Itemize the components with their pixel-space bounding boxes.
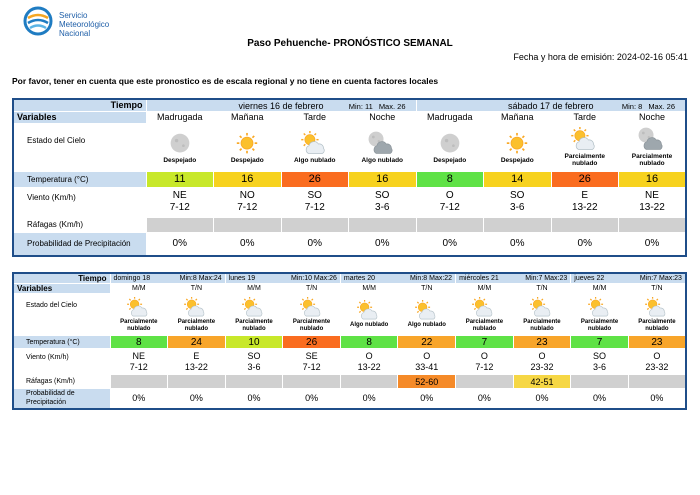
sky-cell xyxy=(628,294,686,336)
precip-probability: 0% xyxy=(477,393,491,404)
temperature-value: 8 xyxy=(366,336,372,348)
prob-label: Probabilidad de Precipitación xyxy=(27,238,131,248)
temp-cell xyxy=(416,171,484,187)
temperature-value: 8 xyxy=(136,336,142,348)
day-name: viernes 16 de febrero xyxy=(238,101,324,111)
sky-cell xyxy=(146,123,214,171)
prob-cell xyxy=(283,389,341,409)
precip-probability: 0% xyxy=(362,393,376,404)
wind-direction: O xyxy=(538,350,546,361)
temp-cell xyxy=(456,336,514,349)
gust-cell xyxy=(146,217,214,232)
wind-speed: 3-6 xyxy=(247,361,261,372)
wind-direction: SO xyxy=(510,190,525,201)
wind-direction: E xyxy=(581,190,589,201)
prob-cell xyxy=(571,389,629,409)
day-header xyxy=(146,99,416,111)
period-cell xyxy=(513,284,571,294)
prob-cell xyxy=(398,389,456,409)
gust-cell xyxy=(398,375,456,389)
sky-condition: Algo nublado xyxy=(407,322,446,328)
wind-cell xyxy=(168,349,226,375)
sun-cloud-icon xyxy=(568,127,602,153)
prob-cell xyxy=(416,232,484,256)
wind-cell xyxy=(551,187,619,217)
wind-cell xyxy=(146,187,214,217)
period-cell xyxy=(214,111,282,123)
gust-cell xyxy=(456,375,514,389)
wind-speed: 7-12 xyxy=(237,202,258,213)
logo-text xyxy=(59,11,109,38)
period-label: Mañana xyxy=(500,112,534,122)
sky-condition: Parcialmente nublado xyxy=(292,318,331,332)
sun-icon xyxy=(230,131,264,157)
tiempo-cell xyxy=(13,99,146,111)
wind-speed: 13-22 xyxy=(639,202,665,213)
precip-probability: 0% xyxy=(577,238,592,250)
period-label: Noche xyxy=(638,112,665,122)
logo-line1: Servicio xyxy=(59,11,88,20)
period-label: Noche xyxy=(369,112,396,122)
temperature-value: 16 xyxy=(645,173,659,185)
period-cell xyxy=(349,111,417,123)
gust-cell xyxy=(168,375,226,389)
gust-cell xyxy=(225,375,283,389)
temperature-value: 23 xyxy=(651,336,663,348)
day-name: jueves 22 xyxy=(574,275,605,282)
wind-cell xyxy=(628,349,686,375)
period-label: M/M xyxy=(131,285,146,292)
temp-cell xyxy=(349,171,417,187)
prob-cell xyxy=(214,232,282,256)
prob-cell xyxy=(225,389,283,409)
day-minmax: Min:7 Max:23 xyxy=(639,275,682,282)
precip-probability: 0% xyxy=(132,393,146,404)
period-label: T/N xyxy=(421,285,433,292)
gust-cell xyxy=(484,217,552,232)
day-min: Min: 8 xyxy=(621,102,643,111)
wind-speed: 3-6 xyxy=(593,361,607,372)
sun-cloud-icon xyxy=(181,297,211,319)
precip-probability: 0% xyxy=(442,238,457,250)
wind-cell xyxy=(349,187,417,217)
variables-label: Variables xyxy=(17,284,53,293)
gust-label: Ráfagas (Km/h) xyxy=(27,220,84,229)
prob-cell xyxy=(146,232,214,256)
period-cell xyxy=(281,111,349,123)
gust-row-label xyxy=(13,217,146,232)
period-label: Tarde xyxy=(573,112,596,122)
sky-condition: Despejado xyxy=(433,156,467,164)
prob-cell xyxy=(551,232,619,256)
wind-direction: SO xyxy=(593,350,607,361)
tiempo-cell xyxy=(13,273,110,284)
sky-condition: Parcialmente nublado xyxy=(235,318,273,332)
tiempo-label: Tiempo xyxy=(110,100,143,111)
forecast-table-extended xyxy=(12,272,687,410)
gust-cell xyxy=(619,217,687,232)
precip-probability: 0% xyxy=(420,393,434,404)
sky-condition: Despejado xyxy=(230,156,264,164)
precip-probability: 0% xyxy=(189,393,203,404)
wind-cell xyxy=(281,187,349,217)
wind-speed: 7-12 xyxy=(475,361,494,372)
wind-direction: NE xyxy=(172,190,187,201)
day-min: Min: 11 xyxy=(348,102,373,111)
precip-probability: 0% xyxy=(375,238,390,250)
temperature-value: 16 xyxy=(376,173,389,185)
sky-cell xyxy=(225,294,283,336)
page-title: Paso Pehuenche- PRONÓSTICO SEMANAL xyxy=(247,38,453,49)
wind-row-label xyxy=(13,187,146,217)
wind-direction: E xyxy=(193,350,200,361)
period-cell xyxy=(551,111,619,123)
precip-probability: 0% xyxy=(650,393,664,404)
temperature-value: 7 xyxy=(596,336,603,348)
precip-probability: 0% xyxy=(510,238,525,250)
wind-cell xyxy=(340,349,398,375)
sky-cell xyxy=(398,294,456,336)
moon-cloud-icon xyxy=(635,127,669,153)
temperature-value: 26 xyxy=(578,173,591,185)
tiempo-label: Tiempo xyxy=(78,274,107,283)
wind-label: Viento (Km/h) xyxy=(26,354,69,361)
wind-direction: O xyxy=(423,350,431,361)
variables-label: Variables xyxy=(17,112,57,122)
temp-label: Temperatura (°C) xyxy=(26,338,80,346)
moon-cloud-icon xyxy=(365,131,399,157)
wind-cell xyxy=(484,187,552,217)
period-cell xyxy=(571,284,629,294)
prob-label: Probabilidad de Precipitación xyxy=(26,390,75,407)
sky-condition: Parcialmente nublado xyxy=(465,318,504,332)
wind-speed: 23-32 xyxy=(645,361,669,372)
period-cell xyxy=(283,284,341,294)
day-name: miércoles 21 xyxy=(459,275,499,282)
gust-cell xyxy=(513,375,571,389)
sun-cloud-icon xyxy=(412,300,442,322)
precip-probability: 0% xyxy=(172,238,187,250)
wind-speed: 7-12 xyxy=(304,202,325,213)
period-label: T/N xyxy=(536,285,548,292)
temp-cell xyxy=(619,171,687,187)
temperature-value: 14 xyxy=(511,173,524,185)
sky-condition: Despejado xyxy=(500,156,534,164)
logo-line2: Meteorológico xyxy=(59,20,110,29)
temp-cell xyxy=(281,171,349,187)
wind-speed: 7-12 xyxy=(129,361,148,372)
sun-cloud-icon xyxy=(585,297,615,319)
wind-speed: 33-41 xyxy=(415,361,439,372)
sky-cell xyxy=(619,123,687,171)
wind-cell xyxy=(283,349,341,375)
prob-cell xyxy=(349,232,417,256)
sky-cell xyxy=(281,123,349,171)
sky-cell xyxy=(110,294,168,336)
gust-cell xyxy=(283,375,341,389)
moon-icon xyxy=(433,131,467,157)
temperature-value: 22 xyxy=(421,336,433,348)
gust-cell xyxy=(551,217,619,232)
estado-label: Estado del Cielo xyxy=(26,302,77,309)
gust-cell xyxy=(628,375,686,389)
sky-cell xyxy=(283,294,341,336)
sky-condition: Parcialmente nublado xyxy=(177,318,216,332)
period-cell xyxy=(628,284,686,294)
sky-condition: Parcialmente nublado xyxy=(638,318,676,332)
sky-condition: Algo nublado xyxy=(350,322,389,328)
gust-value: 52-60 xyxy=(415,376,439,387)
wind-speed: 7-12 xyxy=(169,202,190,213)
temp-cell xyxy=(398,336,456,349)
period-cell xyxy=(398,284,456,294)
temperature-value: 7 xyxy=(481,336,488,348)
wind-cell xyxy=(416,187,484,217)
estado-row-label xyxy=(13,123,146,171)
sky-cell xyxy=(456,294,514,336)
prob-cell xyxy=(110,389,168,409)
period-label: M/M xyxy=(362,285,376,292)
period-cell xyxy=(416,111,484,123)
sky-cell xyxy=(484,123,552,171)
day-header xyxy=(225,273,340,284)
sky-condition: Despejado xyxy=(163,156,197,164)
wind-cell xyxy=(110,349,168,375)
temperature-value: 23 xyxy=(536,336,548,348)
wind-cell xyxy=(456,349,514,375)
day-name: sábado 17 de febrero xyxy=(507,101,594,111)
wind-direction: NE xyxy=(645,190,659,201)
period-cell xyxy=(225,284,283,294)
wind-cell xyxy=(619,187,687,217)
temperature-value: 16 xyxy=(241,173,254,185)
day-minmax: Min:8 Max:24 xyxy=(179,275,222,282)
moon-icon xyxy=(163,131,197,157)
period-cell xyxy=(146,111,214,123)
sky-cell xyxy=(214,123,282,171)
wind-direction: SE xyxy=(305,350,318,361)
temp-label: Temperatura (°C) xyxy=(27,174,89,184)
period-label: Madrugada xyxy=(156,112,203,122)
sun-cloud-icon xyxy=(527,297,557,319)
sky-condition: Parcialmente nublado xyxy=(120,318,158,332)
precip-probability: 0% xyxy=(593,393,607,404)
period-label: T/N xyxy=(305,285,318,292)
prob-cell xyxy=(281,232,349,256)
temperature-value: 10 xyxy=(248,336,260,348)
variables-cell xyxy=(13,284,110,294)
prob-row-label xyxy=(13,232,146,256)
sun-cloud-icon xyxy=(354,300,384,322)
temp-cell xyxy=(340,336,398,349)
smn-logo xyxy=(22,6,182,40)
precip-probability: 0% xyxy=(240,238,255,250)
prob-cell xyxy=(628,389,686,409)
variables-cell xyxy=(13,111,146,123)
precip-probability: 0% xyxy=(247,393,261,404)
day-header xyxy=(340,273,455,284)
temperature-value: 26 xyxy=(306,336,318,348)
temp-cell xyxy=(283,336,341,349)
sky-condition: Parcialmente nublado xyxy=(580,318,619,332)
temp-row-label xyxy=(13,336,110,349)
wind-direction: SO xyxy=(307,190,322,201)
wind-cell xyxy=(513,349,571,375)
wind-direction: SO xyxy=(375,190,390,201)
sun-cloud-icon xyxy=(642,297,672,319)
gust-cell xyxy=(416,217,484,232)
temp-cell xyxy=(513,336,571,349)
wind-cell xyxy=(214,187,282,217)
period-label: M/M xyxy=(477,285,492,292)
wind-direction: O xyxy=(365,350,373,361)
period-cell xyxy=(168,284,226,294)
sky-condition: Algo nublado xyxy=(293,156,336,164)
gust-cell xyxy=(281,217,349,232)
sky-cell xyxy=(416,123,484,171)
gust-value: 42-51 xyxy=(530,376,554,387)
period-label: Tarde xyxy=(303,112,326,122)
smn-logo-icon xyxy=(22,6,54,36)
sun-cloud-icon xyxy=(124,297,154,319)
day-minmax: Min:10 Max:26 xyxy=(290,275,337,282)
period-label: T/N xyxy=(190,285,203,292)
wind-speed: 13-22 xyxy=(357,361,381,372)
precip-probability: 0% xyxy=(305,393,319,404)
logo-line3: Nacional xyxy=(59,29,91,38)
wind-label: Viento (Km/h) xyxy=(27,192,76,202)
day-max: Max. 26 xyxy=(378,102,406,111)
day-max: Max. 26 xyxy=(648,102,675,111)
period-cell xyxy=(110,284,168,294)
period-label: M/M xyxy=(247,285,261,292)
temp-row-label xyxy=(13,171,146,187)
period-label: Madrugada xyxy=(426,112,473,122)
gust-row-label xyxy=(13,375,110,389)
gust-cell xyxy=(349,217,417,232)
sky-condition: Algo nublado xyxy=(361,156,404,164)
precip-probability: 0% xyxy=(644,238,660,250)
day-name: martes 20 xyxy=(343,275,376,282)
wind-speed: 3-6 xyxy=(375,202,390,213)
sky-cell xyxy=(551,123,619,171)
wind-speed: 3-6 xyxy=(510,202,525,213)
sun-cloud-icon xyxy=(239,297,269,319)
wind-cell xyxy=(398,349,456,375)
period-cell xyxy=(484,111,552,123)
day-header xyxy=(456,273,571,284)
sky-cell xyxy=(168,294,226,336)
gust-cell xyxy=(571,375,629,389)
temperature-value: 24 xyxy=(190,336,202,348)
sun-cloud-icon xyxy=(298,131,332,157)
gust-cell xyxy=(214,217,282,232)
temp-cell xyxy=(146,171,214,187)
sky-condition: Parcialmente nublado xyxy=(564,153,605,167)
temperature-value: 26 xyxy=(308,173,321,185)
sun-icon xyxy=(500,131,534,157)
temp-cell xyxy=(628,336,686,349)
wind-cell xyxy=(571,349,629,375)
period-label: M/M xyxy=(592,285,607,292)
day-name: domingo 18 xyxy=(113,275,151,282)
precip-probability: 0% xyxy=(307,238,322,250)
precip-probability: 0% xyxy=(535,393,549,404)
wind-direction: O xyxy=(480,350,488,361)
day-header xyxy=(571,273,686,284)
prob-cell xyxy=(513,389,571,409)
wind-speed: 13-22 xyxy=(184,361,208,372)
gust-cell xyxy=(110,375,168,389)
day-name: lunes 19 xyxy=(228,275,256,282)
wind-speed: 7-12 xyxy=(302,361,321,372)
day-minmax: Min:8 Max:22 xyxy=(410,275,453,282)
sky-cell xyxy=(340,294,398,336)
estado-row-label xyxy=(13,294,110,336)
period-cell xyxy=(456,284,514,294)
temperature-value: 11 xyxy=(174,173,186,185)
prob-cell xyxy=(168,389,226,409)
sky-cell xyxy=(349,123,417,171)
temp-cell xyxy=(168,336,226,349)
regional-notice: Por favor, tener en cuenta que este pronostico es de escala regional y no tiene en cuenta factores locales xyxy=(12,76,439,86)
emission-datetime: Fecha y hora de emisión: 2024-02-16 05:41 xyxy=(513,52,688,62)
wind-direction: O xyxy=(445,190,454,201)
sky-condition: Parcialmente nublado xyxy=(631,153,673,167)
sun-cloud-icon xyxy=(469,297,499,319)
prob-row-label xyxy=(13,389,110,409)
sky-cell xyxy=(513,294,571,336)
period-cell xyxy=(619,111,687,123)
temp-cell xyxy=(551,171,619,187)
temp-cell xyxy=(225,336,283,349)
prob-cell xyxy=(484,232,552,256)
prob-cell xyxy=(340,389,398,409)
wind-direction: NO xyxy=(239,190,255,201)
gust-cell xyxy=(340,375,398,389)
temp-cell xyxy=(571,336,629,349)
estado-label: Estado del Cielo xyxy=(27,135,86,145)
wind-direction: NE xyxy=(132,350,146,361)
wind-row-label xyxy=(13,349,110,375)
day-header xyxy=(110,273,225,284)
wind-speed: 23-32 xyxy=(530,361,554,372)
gust-label: Ráfagas (Km/h) xyxy=(26,378,76,385)
wind-direction: O xyxy=(653,350,661,361)
wind-speed: 7-12 xyxy=(439,202,460,213)
temperature-value: 8 xyxy=(446,173,453,185)
prob-cell xyxy=(619,232,687,256)
sun-cloud-icon xyxy=(297,297,327,319)
forecast-table-48h xyxy=(12,98,687,257)
sky-condition: Parcialmente nublado xyxy=(523,318,561,332)
wind-direction: SO xyxy=(247,350,261,361)
temp-cell xyxy=(214,171,282,187)
day-minmax: Min:7 Max:23 xyxy=(525,275,568,282)
sky-cell xyxy=(571,294,629,336)
prob-cell xyxy=(456,389,514,409)
wind-speed: 13-22 xyxy=(571,202,598,213)
temp-cell xyxy=(484,171,552,187)
temp-cell xyxy=(110,336,168,349)
wind-cell xyxy=(225,349,283,375)
period-cell xyxy=(340,284,398,294)
period-label: Mañana xyxy=(230,112,264,122)
day-header xyxy=(416,99,686,111)
period-label: T/N xyxy=(651,285,663,292)
